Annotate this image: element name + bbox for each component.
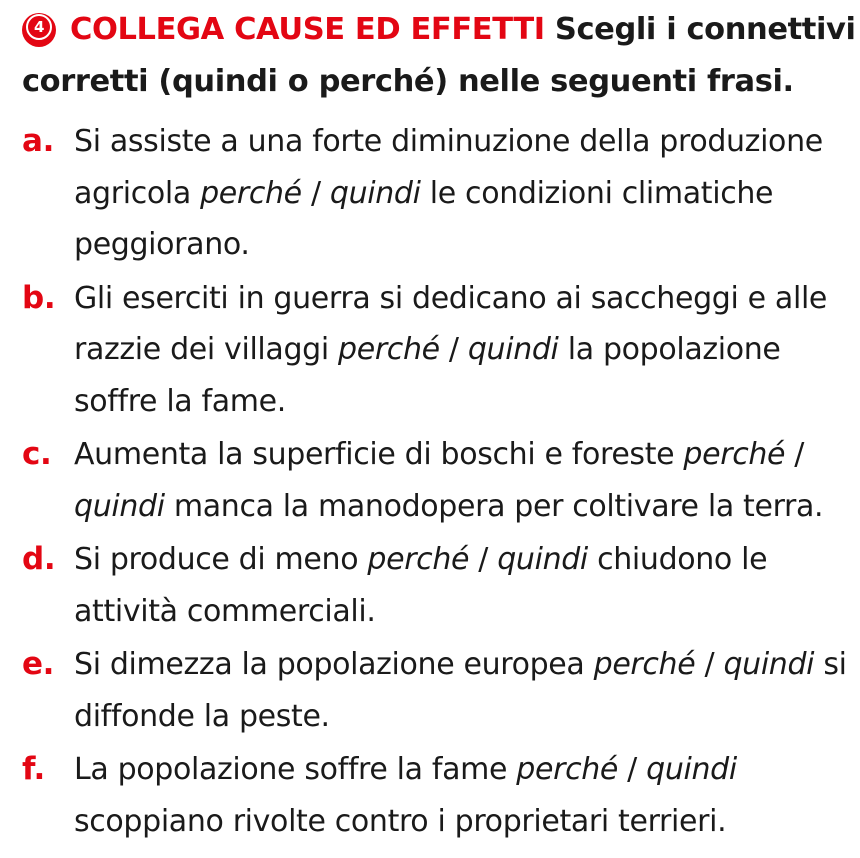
item-text-after: la popolazione soffre la fame. [74, 332, 781, 419]
option-quindi[interactable]: quindi [646, 752, 737, 787]
item-letter: f. [22, 751, 45, 787]
exercise-header [22, 4, 858, 108]
exercise-item-f [22, 744, 858, 847]
exercise-item-a [22, 116, 858, 271]
item-text-before: Aumenta la superficie di boschi e foreste [74, 437, 684, 472]
option-separator: / [785, 437, 805, 472]
exercise-item-b [22, 273, 858, 428]
item-text-after: chiudono le attività commerciali. [74, 542, 768, 629]
exercise-items [22, 116, 858, 847]
item-text-before: Si produce di meno [74, 542, 368, 577]
item-letter: b. [22, 279, 56, 316]
exercise-number: 4 [26, 14, 52, 40]
option-perche[interactable]: perché [516, 752, 618, 787]
exercise-item-e [22, 639, 858, 742]
option-quindi[interactable]: quindi [497, 542, 588, 577]
item-text-before: Si assiste a una forte diminuzione della produzione agricola [74, 124, 823, 211]
item-letter: e. [22, 646, 55, 682]
item-letter: a. [22, 123, 54, 159]
option-quindi[interactable]: quindi [723, 647, 815, 682]
item-text-before: Si dimezza la popolazione europea [74, 647, 594, 682]
option-separator: / [695, 647, 724, 682]
option-perche[interactable]: perché [593, 647, 696, 682]
option-quindi[interactable]: quindi [74, 488, 165, 524]
exercise-item-d [22, 534, 858, 637]
item-letter: c. [22, 436, 52, 472]
item-text-after: manca la manodopera per coltivare la terra. [164, 488, 824, 524]
option-quindi[interactable]: quindi [467, 332, 559, 367]
item-text-after: le condizioni climatiche peggiorano. [74, 175, 774, 262]
option-separator: / [439, 332, 468, 367]
option-separator: / [618, 752, 647, 787]
option-separator: / [301, 175, 330, 211]
option-perche[interactable]: perché [683, 437, 786, 472]
item-letter: d. [22, 541, 56, 577]
option-separator: / [469, 542, 498, 577]
item-text-after: si diffonde la peste. [74, 647, 847, 734]
item-text-after: scoppiano rivolte contro i proprietari terrieri. [74, 803, 727, 839]
exercise-item-c [22, 429, 858, 532]
option-perche[interactable]: perché [200, 175, 302, 211]
exercise-number-badge [22, 13, 56, 47]
option-perche[interactable]: perché [338, 332, 440, 367]
exercise-instructions: Scegli i connettivi corretti (quindi o perché) nelle seguenti frasi. [22, 12, 856, 99]
item-text-before: La popolazione soffre la fame [74, 752, 517, 787]
item-text-before: Gli eserciti in guerra si dedicano ai saccheggi e alle razzie dei villaggi [74, 280, 828, 367]
option-quindi[interactable]: quindi [329, 175, 421, 211]
exercise-title: COLLEGA CAUSE ED EFFETTI [70, 12, 545, 47]
option-perche[interactable]: perché [367, 542, 470, 577]
